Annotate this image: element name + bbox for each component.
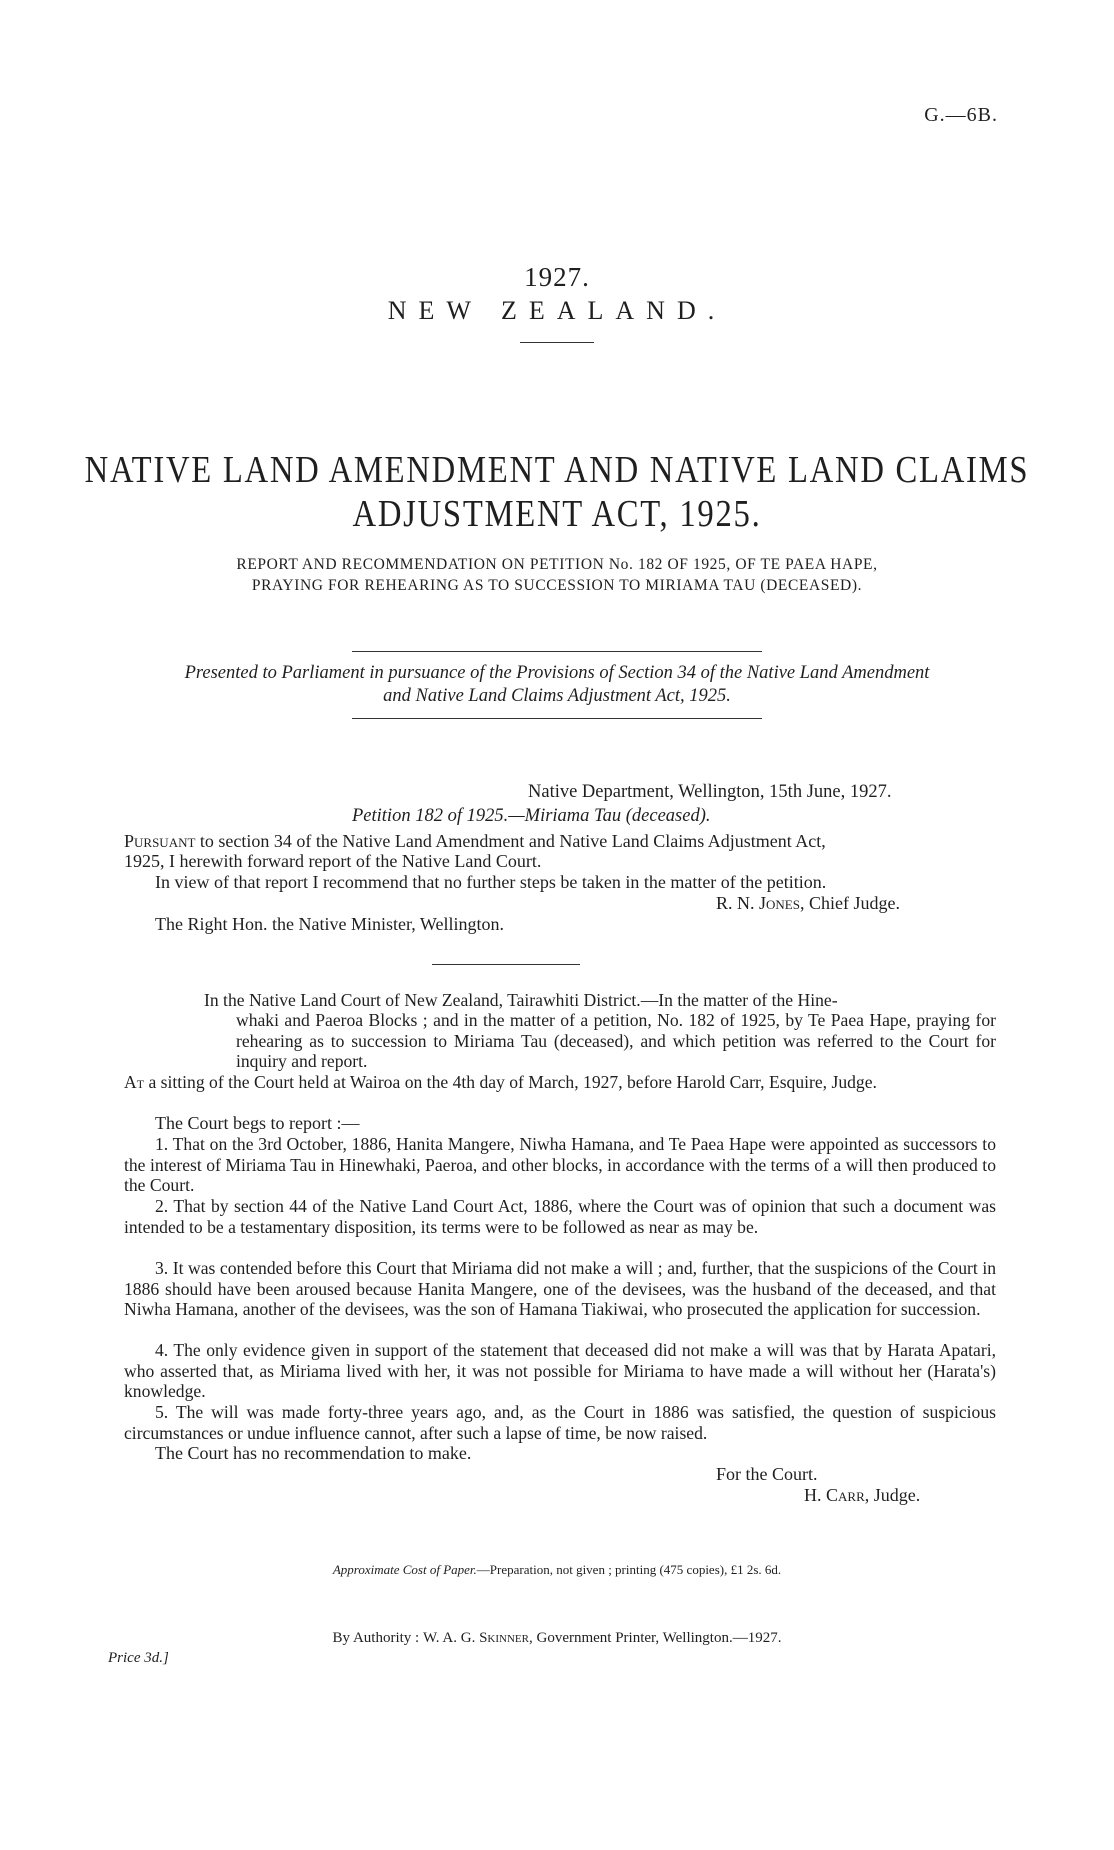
price: Price 3d.] [108, 1650, 169, 1666]
letter-paragraph-1-line-2: 1925, I herewith forward report of the Native Land Court. [124, 851, 542, 871]
letter-paragraph-2: In view of that report I recommend that no further steps be taken in the matter of the petition. [155, 872, 827, 892]
approximate-cost: Approximate Cost of Paper.—Preparation, not given ; printing (475 copies), £1 2s. 6d. [332, 1562, 782, 1577]
addressee: The Right Hon. the Native Minister, Wellington. [155, 914, 504, 934]
subtitle-line-1: REPORT AND RECOMMENDATION ON PETITION No. 182 OF 1925, OF TE PAEA HAPE, [236, 556, 878, 573]
letter-paragraph-1-line-1: Pursuant to section 34 of the Native Land Amendment and Native Land Claims Adjustment Act, [124, 831, 826, 851]
presented-note [0, 662, 1114, 708]
report-item-3: 3. It was contended before this Court that Miriama did not make a will ; and, further, that the suspicions of the Court in 1886 should have been aroused because Hanita Mangere, one of the devisees, was the husband of the deceased, and that Niwha Hamana, another of the devisees, was the son of Hamana Tiakiwai, who prosecuted the application for succession. [124, 1258, 996, 1319]
country: NEW ZEALAND. [387, 296, 727, 325]
paragraph-lead: Pursuant [124, 831, 196, 851]
for-the-court: For the Court. [716, 1464, 818, 1484]
presented-line-1: Presented to Parliament in pursuance of the Provisions of Section 34 of the Native Land Amendment [184, 663, 930, 683]
report-heading-line-1: In the Native Land Court of New Zealand, Tairawhiti District.—In the matter of the Hine- [204, 990, 838, 1010]
act-title-line-2: ADJUSTMENT ACT, 1925. [352, 493, 762, 535]
report-item-2: 2. That by section 44 of the Native Land Court Act, 1886, where the Court was of opinion that such a document was intended to be a testamentary disposition, its terms were to be followed as near as may be. [124, 1196, 996, 1237]
report-heading-body: whaki and Paeroa Blocks ; and in the matter of a petition, No. 182 of 1925, by Te Paea Hape, praying for rehearing as to succession to Miriama Tau (deceased), and which petition was referred to the Court for inquiry and report. [236, 1010, 996, 1071]
signature-chief-judge: R. N. Jones, Chief Judge. [716, 893, 900, 913]
signature-judge: H. Carr, Judge. [804, 1485, 921, 1505]
printer-authority: By Authority : W. A. G. Skinner, Government Printer, Wellington.—1927. [332, 1630, 782, 1646]
petition-reference: Petition 182 of 1925.—Miriama Tau (deceased). [352, 806, 711, 826]
year: 1927. [524, 262, 590, 292]
report-item-5: 5. The will was made forty-three years ago, and, as the Court in 1886 was satisfied, the question of suspicious circumstances or undue influence cannot, after such a lapse of time, be now raised. [124, 1402, 996, 1443]
act-title [78, 448, 1036, 536]
subtitle [0, 554, 1114, 596]
divider [520, 342, 594, 343]
divider [432, 964, 580, 965]
act-title-line-1: NATIVE LAND AMENDMENT AND NATIVE LAND CLAIMS [84, 449, 1030, 491]
subtitle-line-2: PRAYING FOR REHEARING AS TO SUCCESSION TO MIRIAMA TAU (DECEASED). [251, 577, 863, 594]
document-number: G.—6B. [924, 104, 998, 126]
divider [352, 651, 762, 652]
report-closing: The Court has no recommendation to make. [155, 1443, 472, 1463]
divider [352, 718, 762, 719]
presented-line-2: and Native Land Claims Adjustment Act, 1925. [383, 686, 731, 706]
dateline: Native Department, Wellington, 15th June, 1927. [528, 782, 892, 802]
report-item-1: 1. That on the 3rd October, 1886, Hanita Mangere, Niwha Hamana, and Te Paea Hape were appointed as successors to the interest of Miriama Tau in Hinewhaki, Paeroa, and other blocks, in accordance with the terms of a will then produced to the Court. [124, 1134, 996, 1195]
sitting-statement: At a sitting of the Court held at Wairoa on the 4th day of March, 1927, before Harold Carr, Esquire, Judge. [124, 1072, 877, 1092]
report-intro: The Court begs to report :— [155, 1113, 360, 1133]
report-item-4: 4. The only evidence given in support of the statement that deceased did not make a will was that by Harata Apatari, who asserted that, as Miriama lived with her, it was not possible for Miriama to have made a will without her (Harata's) knowledge. [124, 1340, 996, 1401]
